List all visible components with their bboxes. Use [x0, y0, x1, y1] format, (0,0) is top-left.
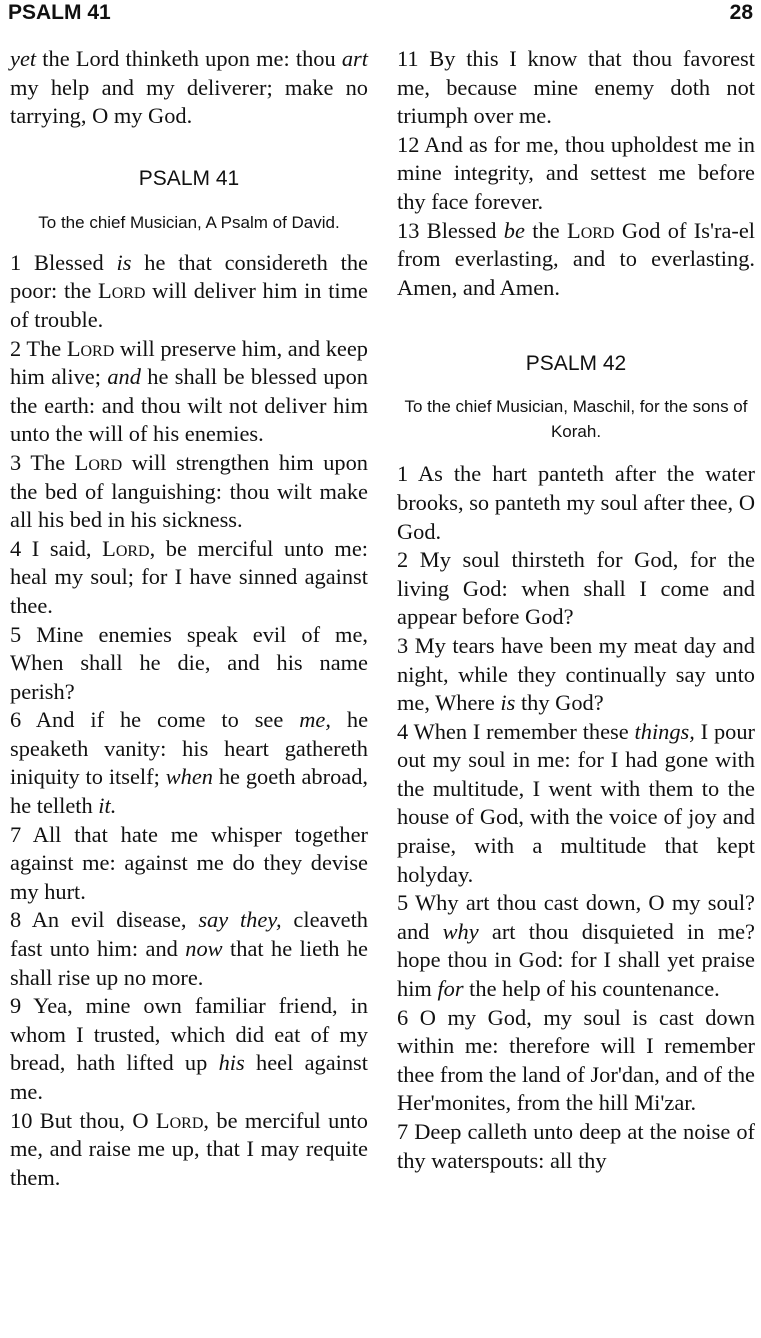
verse-41-7: 7 All that hate me whisper together against me: against me do they devise my hurt.	[10, 821, 368, 904]
psalm-42-superscription: To the chief Musician, Maschil, for the sons of Korah.	[404, 397, 748, 442]
verse-41-5: 5 Mine enemies speak evil of me, When shall he die, and his name perish?	[10, 621, 368, 704]
psalm-41-title: PSALM 41	[138, 166, 240, 190]
verse-42-1: 1 As the hart panteth after the water brooks, so panteth my soul after thee, O God.	[397, 461, 755, 544]
psalm-42-title: PSALM 42	[525, 352, 627, 376]
verse-continuation: yet the Lord thinketh upon me: thou art my help and my deliverer; make no tarrying, O my God.	[10, 46, 368, 129]
verse-41-13: 13 Blessed be the Lord God of Is'ra-el from everlasting, and to everlasting. Amen, and Amen.	[397, 217, 755, 300]
running-head	[8, 0, 753, 26]
verse-41-2: 2 The Lord will preserve him, and keep him alive; and he shall be blessed upon the earth: and thou wilt not deliver him unto the will of his enemies.	[10, 335, 368, 447]
psalm-41-superscription: To the chief Musician, A Psalm of David.	[38, 212, 340, 232]
verse-42-3: 3 My tears have been my meat day and night, while they continually say unto me, Where is thy God?	[397, 632, 755, 716]
left-column	[10, 45, 368, 1192]
verse-41-3: 3 The Lord will strengthen him upon the bed of languishing: thou wilt make all his bed in his sickness.	[10, 449, 368, 533]
verse-42-4: 4 When I remember these things, I pour out my soul in me: for I had gone with the multitude, I went with them to the house of God, with the voice of joy and praise, with a multitude that kept holyday.	[397, 718, 755, 887]
right-column	[397, 45, 755, 1175]
verse-42-6: 6 O my God, my soul is cast down within me: therefore will I remember thee from the land of Jor'dan, and of the Her'monites, from the hill Mi'zar.	[397, 1004, 755, 1116]
verse-42-7: 7 Deep calleth unto deep at the noise of thy waterspouts: all thy	[397, 1119, 755, 1173]
verse-41-12: 12 And as for me, thou upholdest me in mine integrity, and settest me before thy face forever.	[397, 131, 755, 214]
verse-41-10: 10 But thou, O Lord, be merciful unto me, and raise me up, that I may requite them.	[10, 1107, 368, 1190]
verse-42-5: 5 Why art thou cast down, O my soul? and why art thou disquieted in me? hope thou in God: for I shall yet praise him for the help of his countenance.	[397, 890, 755, 1002]
verse-41-6: 6 And if he come to see me, he speaketh vanity: his heart gathereth iniquity to itself; when he goeth abroad, he telleth it.	[10, 707, 369, 819]
page-number: 28	[729, 1, 753, 24]
verse-41-1: 1 Blessed is he that considereth the poor: the Lord will deliver him in time of trouble.	[10, 249, 368, 332]
verse-41-8: 8 An evil disease, say they, cleaveth fast unto him: and now that he lieth he shall rise up no more.	[10, 907, 368, 990]
verse-41-9: 9 Yea, mine own familiar friend, in whom I trusted, which did eat of my bread, hath lifted up his heel against me.	[10, 993, 368, 1104]
running-head-title: PSALM 41	[8, 1, 111, 24]
verse-42-2: 2 My soul thirsteth for God, for the living God: when shall I come and appear before God?	[397, 547, 755, 630]
verse-41-4: 4 I said, Lord, be merciful unto me: heal my soul; for I have sinned against thee.	[10, 535, 368, 618]
verse-41-11: 11 By this I know that thou favorest me, because mine enemy doth not triumph over me.	[397, 46, 755, 129]
